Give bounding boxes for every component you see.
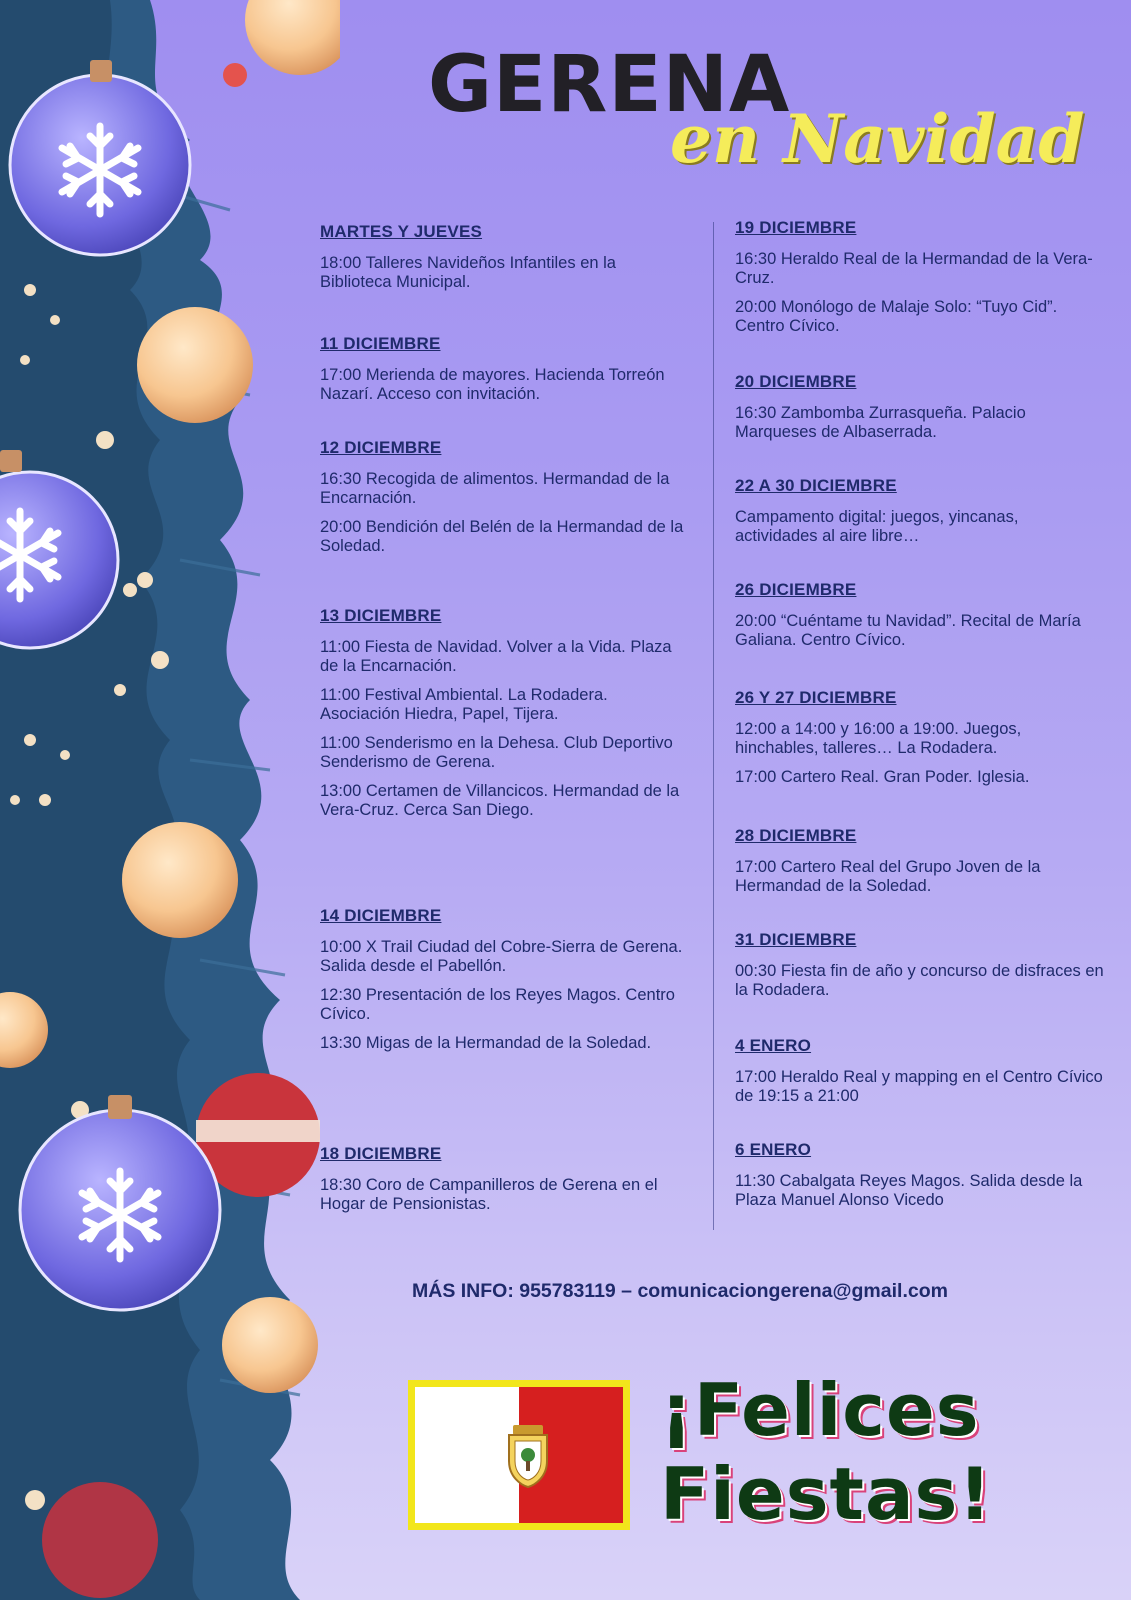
event-item: 20:00 “Cuéntame tu Navidad”. Recital de María Galiana. Centro Cívico. bbox=[735, 612, 1081, 649]
schedule-section bbox=[735, 930, 1105, 1010]
schedule-section bbox=[735, 580, 1105, 660]
section-heading: 14 DICIEMBRE bbox=[320, 906, 442, 925]
event-item: 11:00 Festival Ambiental. La Rodadera. Asociación Hiedra, Papel, Tijera. bbox=[320, 686, 608, 723]
section-heading: 26 Y 27 DICIEMBRE bbox=[735, 688, 897, 707]
event-item: 13:00 Certamen de Villancicos. Hermandad de la Vera-Cruz. Cerca San Diego. bbox=[320, 782, 680, 819]
greeting-line-2: Fiestas! bbox=[660, 1452, 993, 1536]
gerena-flag bbox=[408, 1380, 630, 1530]
schedule-section bbox=[320, 1144, 690, 1224]
event-item: 16:30 Recogida de alimentos. Hermandad de la Encarnación. bbox=[320, 470, 670, 507]
event-item: 16:30 Heraldo Real de la Hermandad de la Vera-Cruz. bbox=[735, 250, 1093, 287]
section-heading: 6 ENERO bbox=[735, 1140, 812, 1159]
section-heading: 19 DICIEMBRE bbox=[735, 218, 857, 237]
title-gerena: GERENA bbox=[428, 40, 791, 130]
schedule-section bbox=[735, 826, 1105, 906]
section-heading: 31 DICIEMBRE bbox=[735, 930, 857, 949]
section-heading: 22 A 30 DICIEMBRE bbox=[735, 476, 897, 495]
contact-info: MÁS INFO: 955783119 – comunicaciongerena@gmail.com bbox=[412, 1280, 948, 1302]
event-item: 20:00 Monólogo de Malaje Solo: “Tuyo Cid”. Centro Cívico. bbox=[735, 298, 1058, 335]
christmas-tree-illustration bbox=[0, 0, 340, 1600]
section-heading: 28 DICIEMBRE bbox=[735, 826, 857, 845]
event-item: 12:30 Presentación de los Reyes Magos. Centro Cívico. bbox=[320, 986, 675, 1023]
flag-white-half bbox=[415, 1387, 519, 1523]
event-item: Campamento digital: juegos, yincanas, actividades al aire libre… bbox=[735, 508, 1019, 545]
coat-of-arms-icon bbox=[505, 1423, 551, 1489]
section-heading: 11 DICIEMBRE bbox=[320, 334, 441, 353]
schedule-section bbox=[735, 1036, 1105, 1116]
event-item: 17:00 Cartero Real del Grupo Joven de la Hermandad de la Soledad. bbox=[735, 858, 1041, 895]
section-heading: 18 DICIEMBRE bbox=[320, 1144, 442, 1163]
schedule-section bbox=[735, 1140, 1105, 1220]
section-heading: 20 DICIEMBRE bbox=[735, 372, 857, 391]
event-item: 12:00 a 14:00 y 16:00 a 19:00. Juegos, hinchables, talleres… La Rodadera. bbox=[735, 720, 1022, 757]
event-item: 17:00 Merienda de mayores. Hacienda Torreón Nazarí. Acceso con invitación. bbox=[320, 366, 665, 403]
section-heading: 13 DICIEMBRE bbox=[320, 606, 442, 625]
event-item: 11:00 Senderismo en la Dehesa. Club Deportivo Senderismo de Gerena. bbox=[320, 734, 673, 771]
schedule-section bbox=[320, 334, 690, 414]
event-item: 13:30 Migas de la Hermandad de la Soledad. bbox=[320, 1034, 652, 1052]
event-item: 20:00 Bendición del Belén de la Hermandad de la Soledad. bbox=[320, 518, 684, 555]
event-item: 18:00 Talleres Navideños Infantiles en la Biblioteca Municipal. bbox=[320, 254, 616, 291]
section-heading: 12 DICIEMBRE bbox=[320, 438, 442, 457]
schedule-section bbox=[320, 438, 690, 566]
schedule-section bbox=[320, 906, 690, 1063]
schedule-section bbox=[735, 476, 1105, 556]
event-item: 11:00 Fiesta de Navidad. Volver a la Vida. Plaza de la Encarnación. bbox=[320, 638, 672, 675]
event-item: 17:00 Heraldo Real y mapping en el Centro Cívico de 19:15 a 21:00 bbox=[735, 1068, 1103, 1105]
schedule-section bbox=[735, 218, 1105, 346]
section-heading: 26 DICIEMBRE bbox=[735, 580, 857, 599]
schedule-section bbox=[320, 222, 690, 302]
schedule-section bbox=[735, 372, 1105, 452]
schedule-section bbox=[320, 606, 690, 830]
section-heading: 4 ENERO bbox=[735, 1036, 812, 1055]
event-item: 10:00 X Trail Ciudad del Cobre-Sierra de Gerena. Salida desde el Pabellón. bbox=[320, 938, 683, 975]
section-heading: MARTES Y JUEVES bbox=[320, 222, 483, 241]
event-item: 11:30 Cabalgata Reyes Magos. Salida desde la Plaza Manuel Alonso Vicedo bbox=[735, 1172, 1083, 1209]
event-item: 18:30 Coro de Campanilleros de Gerena en el Hogar de Pensionistas. bbox=[320, 1176, 658, 1213]
column-divider bbox=[713, 222, 714, 1230]
event-item: 17:00 Cartero Real. Gran Poder. Iglesia. bbox=[735, 768, 1030, 786]
title-en-navidad: en Navidad bbox=[670, 100, 1085, 178]
greeting-line-1: ¡Felices bbox=[660, 1368, 980, 1452]
event-item: 00:30 Fiesta fin de año y concurso de disfraces en la Rodadera. bbox=[735, 962, 1104, 999]
event-item: 16:30 Zambomba Zurrasqueña. Palacio Marqueses de Albaserrada. bbox=[735, 404, 1026, 441]
schedule-section bbox=[735, 688, 1105, 797]
